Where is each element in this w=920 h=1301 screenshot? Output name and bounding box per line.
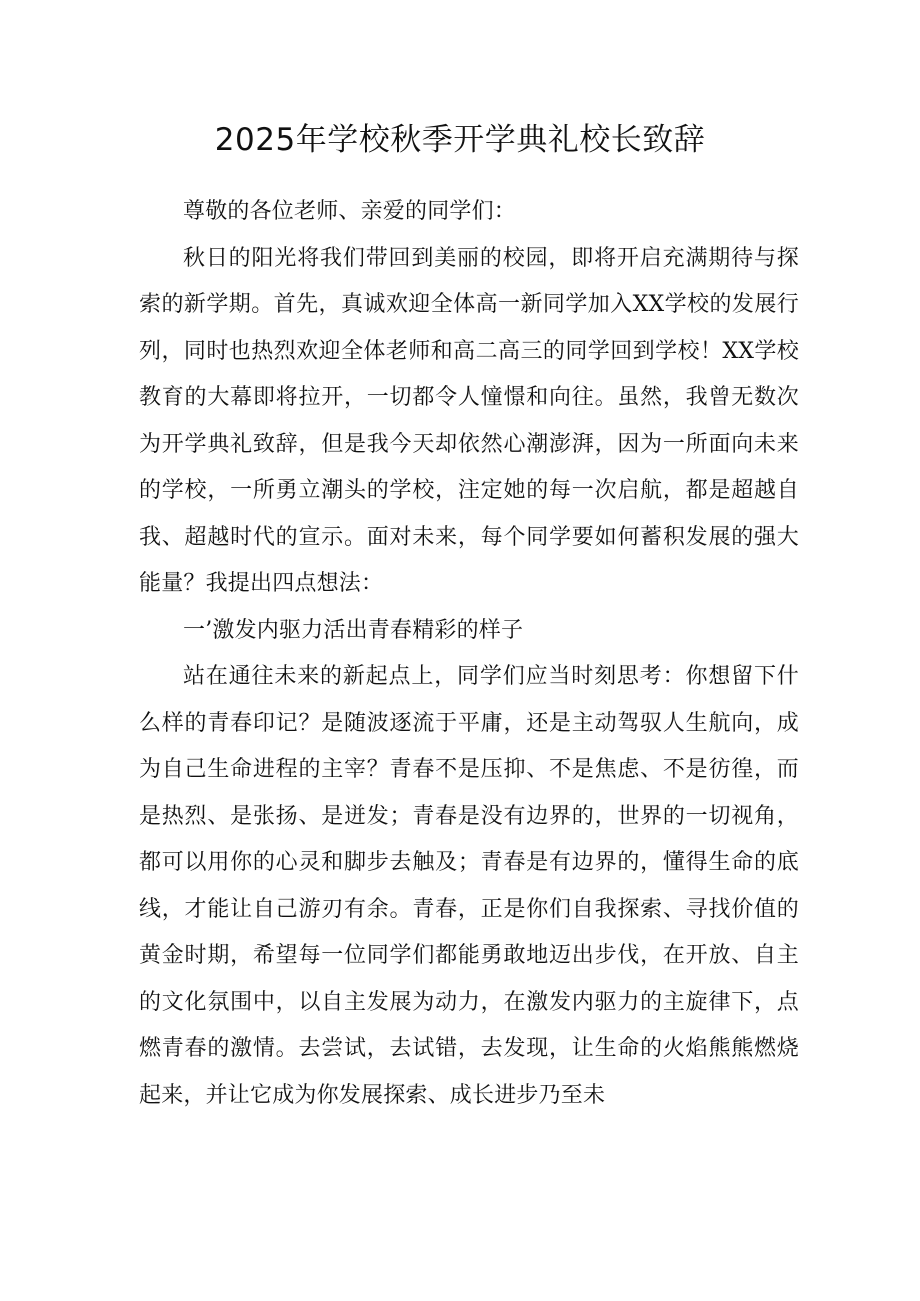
section-heading: 一’激发内驱力活出青春精彩的样子 — [183, 617, 524, 643]
salutation-paragraph: 尊敬的各位老师、亲爱的同学们： — [183, 199, 517, 224]
intro-paragraph: 秋日的阳光将我们带回到美丽的校园，即将开启充满期待与探索的新学期。首先，真诚欢迎全体高一新同学加入XX学校的发展行列，同时也热烈欢迎全体老师和高二高三的同学回到学校！XX学校教育的大幕即将拉开，一切都令人憧憬和向往。虽然，我曾无数次为开学典礼致辞，但是我今天却依然心潮澎湃，因为一所面向未来的学校，一所勇立潮头的学校，注定她的每一次启航，都是超越自我、超越时代的宣示。面对未来，每个同学要如何蓄积发展的强大能量？我提出四点想法： — [139, 245, 799, 596]
document-title: 2025年学校秋季开学典礼校长致辞 — [214, 122, 706, 158]
body-paragraph: 站在通往未来的新起点上，同学们应当时刻思考：你想留下什么样的青春印记？是随波逐流于平庸，还是主动驾驭人生航向，成为自己生命进程的主宰？青春不是压抑、不是焦虑、不是彷徨，而是热烈、是张扬、是迸发；青春是没有边界的，世界的一切视角，都可以用你的心灵和脚步去触及；青春是有边界的，懂得生命的底线，才能让自己游刃有余。青春，正是你们自我探索、寻找价值的黄金时期，希望每一位同学们都能勇敢地迈出步伐，在开放、自主的文化氛围中，以自主发展为动力，在激发内驱力的主旋律下，点燃青春的激情。去尝试，去试错，去发现，让生命的火焰熊熊燃烧起来，并让它成为你发展探索、成长进步乃至未 — [139, 664, 799, 1108]
document-body — [139, 189, 799, 1119]
